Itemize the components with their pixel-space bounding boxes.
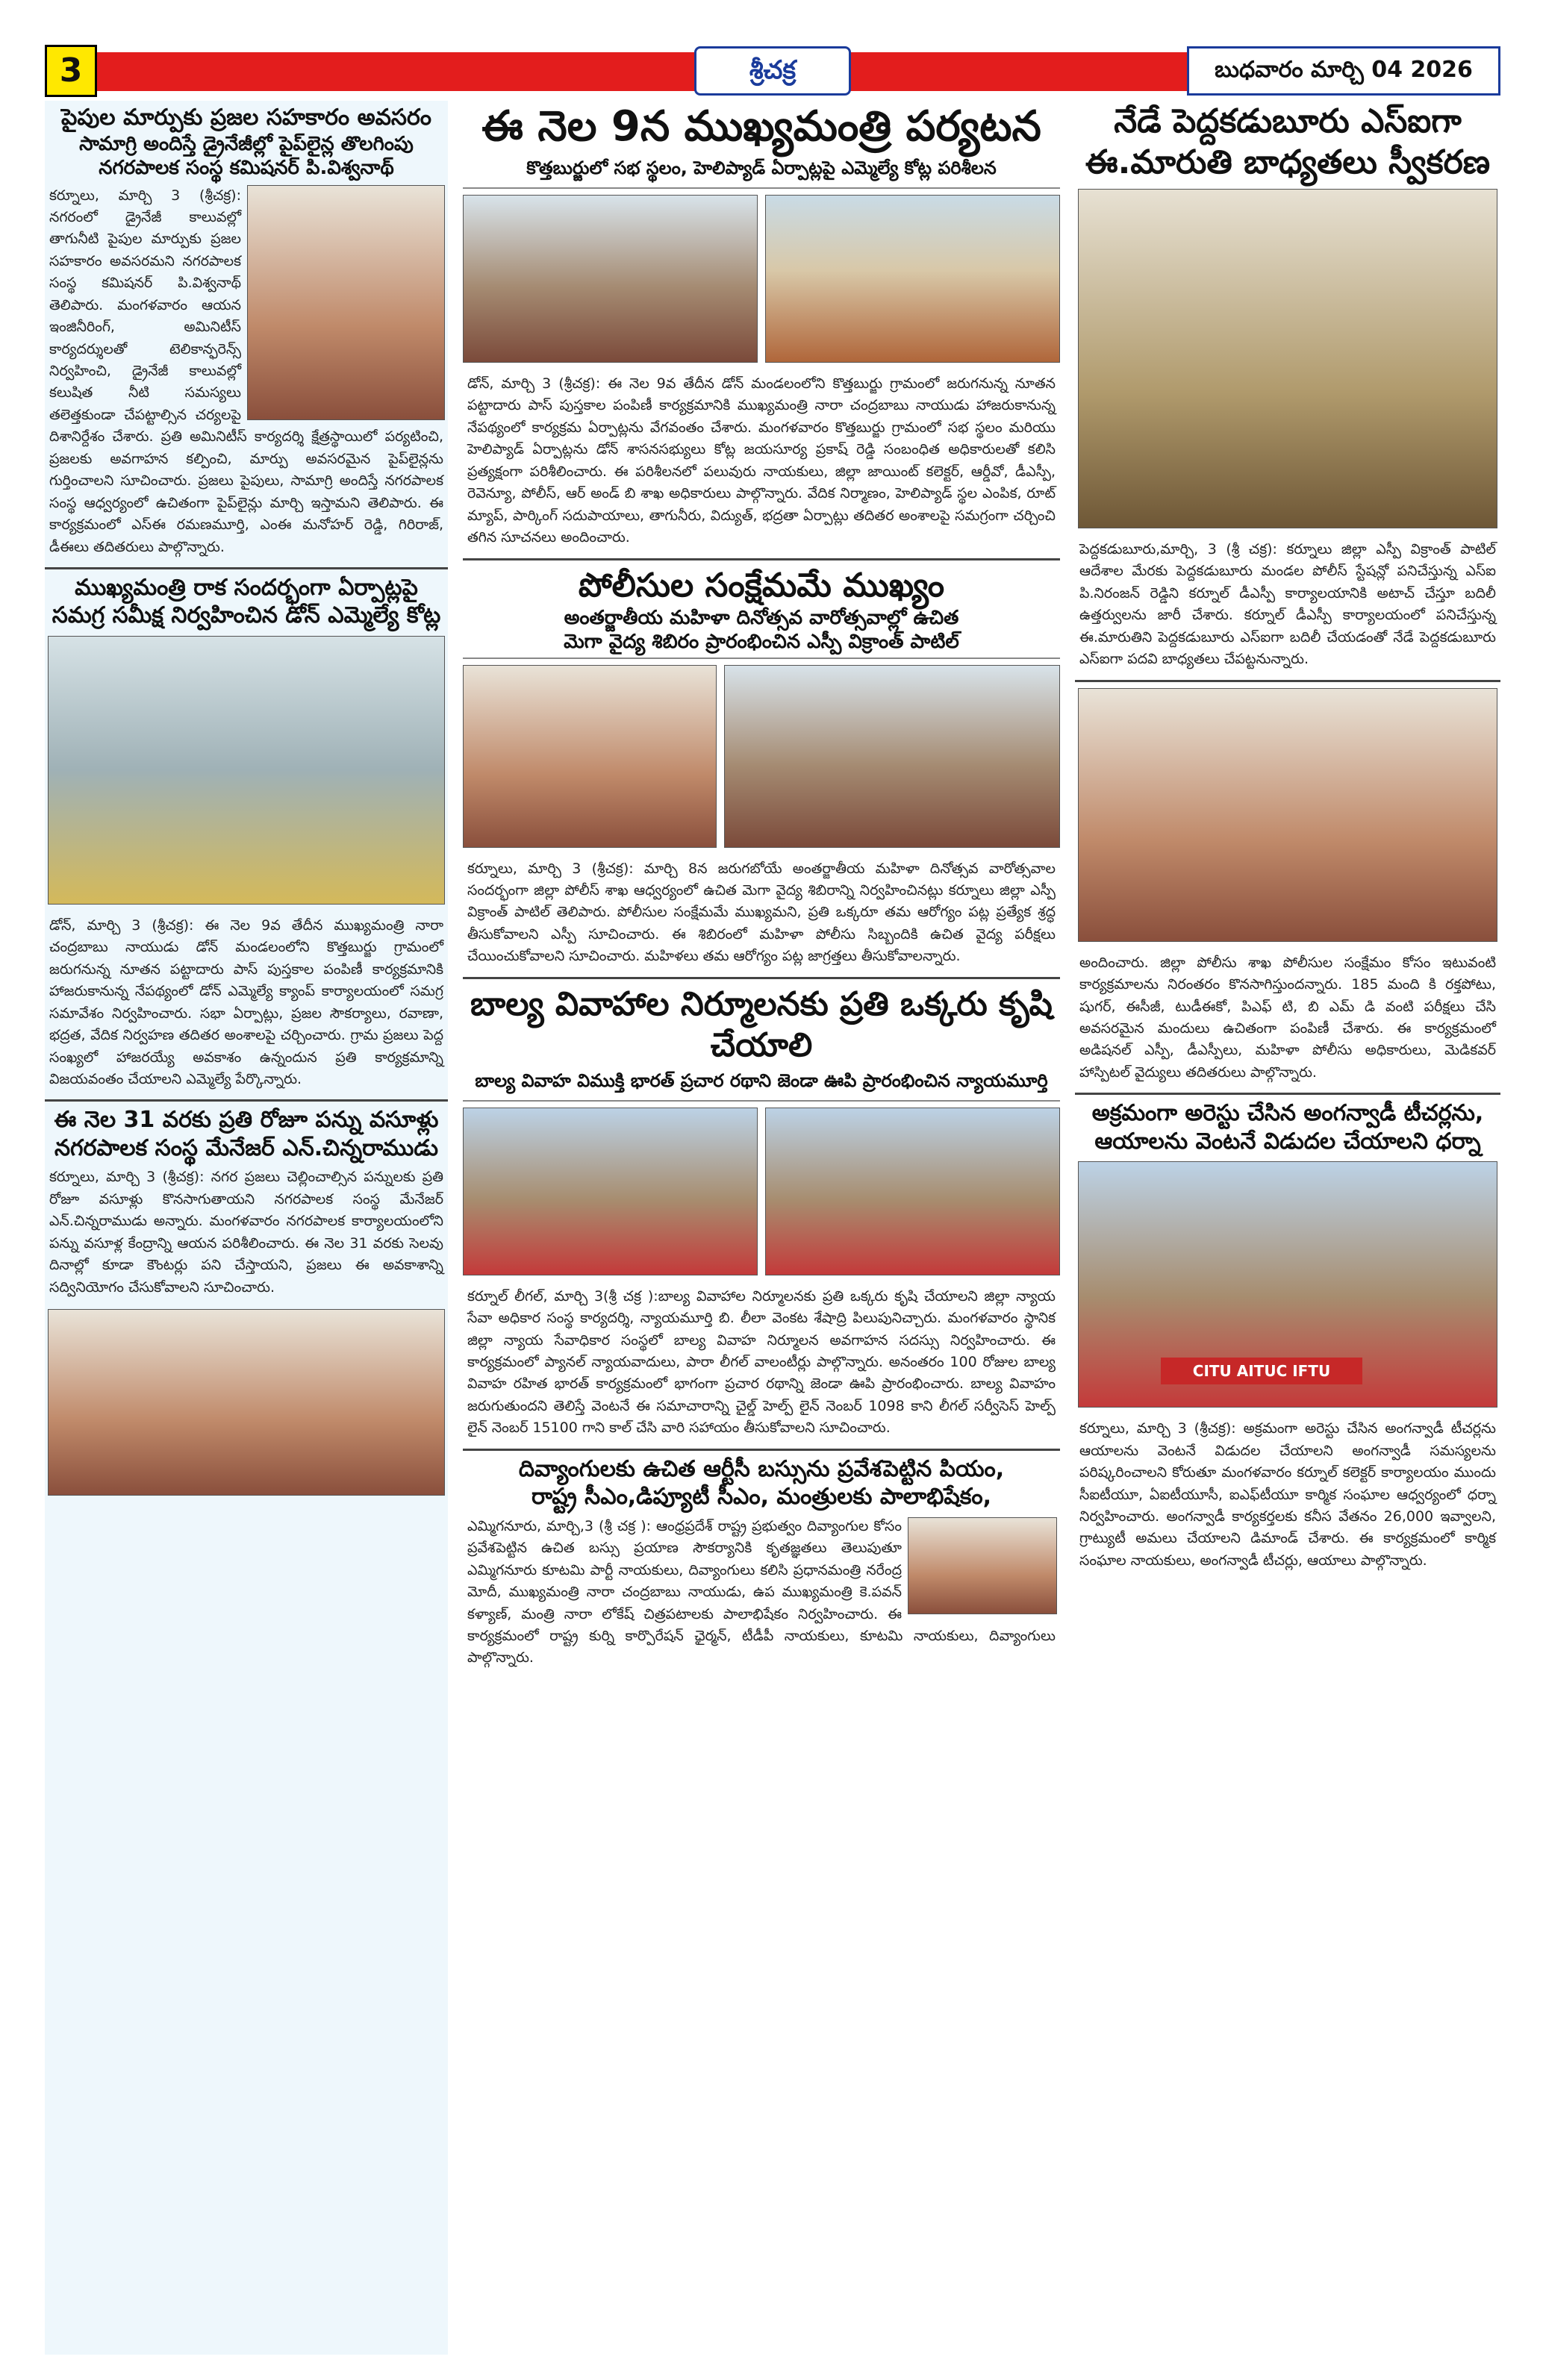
campaign-flagoff-photo: [463, 1108, 758, 1275]
story-anganwadi-protest: [1075, 1099, 1500, 1576]
divider: [45, 1099, 448, 1102]
article-body: కర్నూలు, మార్చి 3 (శ్రీచక్ర): నగరంలో డ్రైనేజీ కాలువల్లో తాగునీటి పైపుల మార్పుకు ప్రజల సహకారం అవసరమని నగరపాలక సంస్థ కమిషనర్ పి.విశ్వనాథ్ తెలిపారు. మంగళవారం ఆయన ఇంజినీరింగ్, అమినిటీస్ కార్యదర్శులతో టెలికాన్ఫరెన్స్ నిర్వహించి, డ్రైనేజీ కాలువల్లో కలుషిత నీటి సమస్యలు తలెత్తకుండా చేపట్టాల్సిన చర్యలపై దిశానిర్దేశం చేశారు. ప్రతి అమినిటీస్ కార్యదర్శి క్షేత్రస్థాయిలో పర్యటించి, ప్రజలకు అవగాహన కల్పించి, మార్పు అవసరమైన పైప్‌లైన్లను గుర్తించాలని సూచించారు. ప్రజలు పైపులు, సామాగ్రి అందిస్తే నగరపాలక సంస్థ ఆధ్వర్యంలో ఉచితంగా పైప్‌లైన్లు మార్చి ఇస్తామని తెలిపారు. ఈ కార్యక్రమంలో ఎస్ఈ రమణమూర్తి, ఎంఈ మనోహర్ రెడ్డి, గిరిరాజ్, డీఈలు తదితరులు పాల్గొన్నారు.: [49, 187, 443, 555]
si-photo: [1078, 189, 1497, 528]
headline: అక్రమంగా అరెస్టు చేసిన అంగన్వాడీ టీచర్లను, ఆయాలను వెంటనే విడుదల చేయాలని ధర్నా: [1091, 1100, 1484, 1155]
tax-counter-photo: [48, 1309, 445, 1496]
article-body: కర్నూలు, మార్చి 3 (శ్రీచక్ర): నగర ప్రజలు చెల్లించాల్సిన పన్నులకు ప్రతి రోజూ వసూళ్లు కొనసాగుతాయని నగరపాలక సంస్థ మేనేజర్ ఎన్.చిన్నరాముడు అన్నారు. మంగళవారం నగరపాలక కార్యాలయంలోని పన్ను వసూళ్ల కేంద్రాన్ని ఆయన పరిశీలించారు. ఈ నెల 31 వరకు సెలవు దినాల్లో కూడా కౌంటర్లు పని చేస్తాయని, ప్రజలు ఈ అవకాశాన్ని సద్వినియోగం చేసుకోవాలని సూచించారు.: [49, 1169, 443, 1296]
award-photo: [463, 665, 717, 848]
article-body: డోన్, మార్చి 3 (శ్రీచక్ర): ఈ నెల 9వ తేదీన డోన్ మండలంలోని కొత్తబుర్జు గ్రామంలో జరుగనున్న నూతన పట్టాదారు పాస్ పుస్తకాల పంపిణీ కార్యక్రమానికి ముఖ్యమంత్రి నారా చంద్రబాబు నాయుడు హాజరుకానున్న నేపథ్యంలో కార్యక్రమ ఏర్పాట్లను వేగవంతం చేశారు. మంగళవారం కొత్తబుర్జు గ్రామంలో సభ స్థలం మరియు హెలిప్యాడ్ ఏర్పాట్లను డోన్ శాసనసభ్యులు కోట్ల జయసూర్య ప్రకాష్ రెడ్డి సంబంధిత అధికారులతో కలిసి ప్రత్యక్షంగా పరిశీలించారు. ఈ పరిశీలనలో పలువురు నాయకులు, జిల్లా జాయింట్ కలెక్టర్, ఆర్డీవో, డీఎస్పీ, రెవెన్యూ, పోలీస్, ఆర్ అండ్ బి శాఖ అధికారులు పాల్గొన్నారు. వేదిక నిర్మాణం, హెలిప్యాడ్ స్థల ఎంపిక, రూట్ మ్యాప్, పార్కింగ్ సదుపాయాలు, తాగునీరు, విద్యుత్, భద్రతా ఏర్పాట్లు తదితర అంశాలపై సమగ్రంగా చర్చించి తగిన సూచనలు అందించారు.: [467, 375, 1056, 546]
meeting-photo: [48, 636, 445, 905]
article-body: కర్నూలు, మార్చి 3 (శ్రీచక్ర): మార్చి 8న జరుగబోయే అంతర్జాతీయ మహిళా దినోత్సవ వారోత్సవాల సందర్భంగా జిల్లా పోలీస్ శాఖ ఆధ్వర్యంలో ఉచిత మెగా వైద్య శిబిరాన్ని నిర్వహించినట్లు కర్నూలు జిల్లా ఎస్పీ విక్రాంత్ పాటిల్ తెలిపారు. పోలీసుల సంక్షేమమే ముఖ్యమని, ప్రతి ఒక్కరూ తమ ఆరోగ్యం పట్ల ప్రత్యేక శ్రద్ధ తీసుకోవాలని ఎస్పీ సూచించారు. ఈ శిబిరంలో మహిళా పోలీసు సిబ్బందికి ఉచిత వైద్య పరీక్షలు చేయించుకోవాలని సూచించారు. మహిళలు తమ ఆరోగ్యం పట్ల జాగ్రత్తలు తీసుకోవాలన్నారు.: [467, 860, 1056, 965]
middle-column: [463, 101, 1060, 2355]
divider: [45, 567, 448, 569]
headline: ముఖ్యమంత్రి రాక సందర్భంగా ఏర్పాట్లపై సమగ్ర సమీక్ష నిర్వహించిన డోన్ ఎమ్మెల్యే కోట్ల: [52, 574, 441, 629]
story-police-welfare: [463, 565, 1060, 972]
campaign-vehicle-photo: [765, 1108, 1060, 1275]
story-medical-camp-continued: [1075, 688, 1500, 1089]
subheadline: మెగా వైద్య శిబిరం ప్రారంభించిన ఎస్పీ విక్రాంత్ పాటిల్: [463, 630, 1060, 659]
headline: పోలీసుల సంక్షేమమే ముఖ్యం: [578, 566, 945, 605]
subheadline: బాల్య వివాహ విముక్తి భారత్ ప్రచార రథాని జెండా ఊపి ప్రారంభించిన న్యాయమూర్తి: [463, 1066, 1060, 1102]
article-body: పెద్దకడుబూరు,మార్చి, 3 (శ్రీ చక్ర): కర్నూలు జిల్లా ఎస్పీ విక్రాంత్ పాటిల్ ఆదేశాల మేరకు పెద్దకడుబూరు మండల పోలీస్ స్టేషన్లో పనిచేస్తున్న ఎస్ఐ పి.నిరంజన్ రెడ్డిని కర్నూల్ డీఎస్పీ కార్యాలయానికి అటాచ్ చేస్తూ బదిలీ ఉత్తర్వులను జారీ చేశారు. కర్నూల్ డీఎస్పీ కార్యాలయంలో పనిచేస్తున్న ఈ.మారుతిని పెద్దకడుబూరు ఎస్ఐగా బదిలీ చేయడంతో నేడే పెద్దకడుబూరు ఎస్ఐగా పదవి బాధ్యతలు చేపట్టనున్నారు.: [1079, 541, 1496, 668]
subheadline: కొత్తబుర్జులో సభ స్థలం, హెలిప్యాడ్ ఏర్పాట్లపై ఎమ్మెల్యే కోట్ల పరిశీలన: [463, 153, 1060, 189]
subheadline: అంతర్జాతీయ మహిళా దినోత్సవ వారోత్సవాల్లో ఉచిత: [564, 606, 959, 629]
headline: ఈ నెల 9న ముఖ్యమంత్రి పర్యటన: [481, 102, 1041, 151]
divider: [463, 977, 1060, 979]
article-body: కర్నూలు, మార్చి 3 (శ్రీచక్ర): అక్రమంగా అరెస్టు చేసిన అంగన్వాడీ టీచర్లను ఆయాలను వెంటనే విడుదల చేయాలని అంగన్వాడీ సమస్యలను పరిష్కరించాలని కోరుతూ మంగళవారం కర్నూల్ కలెక్టర్ కార్యాలయం ముందు సీఐటీయూ, ఏఐటీయూసీ, ఐఎఫ్‌టీయూ కార్మిక సంఘాల ఆధ్వర్యంలో ధర్నా నిర్వహించారు. అంగన్వాడీ కార్యకర్తలకు కనీస వేతనం 26,000 ఇవ్వాలని, గ్రాట్యుటీ అమలు చేయాలని డిమాండ్ చేశారు. ఈ కార్యక్రమంలో కార్మిక సంఘాల నాయకులు, అంగన్వాడీ టీచర్లు, ఆయాలు పాల్గొన్నారు.: [1079, 1420, 1496, 1569]
edition-date: బుధవారం మార్చి 04 2026: [1187, 46, 1500, 96]
story-tax-collection: [45, 1106, 448, 1496]
site-inspection-photo: [463, 195, 758, 363]
headline: దివ్యాంగులకు ఉచిత ఆర్టీసీ బస్సును ప్రవేశపెట్టిన పియం,: [518, 1455, 1005, 1482]
headline: బాల్య వివాహాల నిర్మూలనకు ప్రతి ఒక్కరు కృషి చేయాలి: [470, 984, 1053, 1064]
left-column: [45, 101, 448, 2355]
story-child-marriage: [463, 984, 1060, 1444]
article-body: ఎమ్మిగనూరు, మార్చి,3 (శ్రీ చక్ర ): ఆంధ్రప్రదేశ్ రాష్ట్ర ప్రభుత్వం దివ్యాంగుల కోసం ప్రవేశపెట్టిన ఉచిత బస్సు ప్రయాణ సౌకర్యానికి కృతజ్ఞతలు తెలుపుతూ ఎమ్మిగనూరు కూటమి పార్టీ నాయకులు, దివ్యాంగులు కలిసి ప్రధానమంత్రి నరేంద్ర మోదీ, ముఖ్యమంత్రి నారా చంద్రబాబు నాయుడు, ఉప ముఖ్యమంత్రి కె.పవన్ కళ్యాణ్, మంత్రి నారా లోకేష్ చిత్రపటాలకు పాలాభిషేకం నిర్వహించారు. ఈ కార్యక్రమంలో రాష్ట్ర కుర్ని కార్పొరేషన్ ఛైర్మన్, టీడీపీ నాయకులు, కూటమి నాయకులు, దివ్యాంగులు పాల్గొన్నారు.: [467, 1517, 1056, 1667]
headline: రాష్ట్ర సీఎం,డిప్యూటీ సీఎం, మంత్రులకు పాలాభిషేకం,: [532, 1484, 991, 1511]
page-number: 3: [45, 45, 97, 97]
masthead: [45, 45, 1500, 97]
headline: నేడే పెద్దకడుబూరు ఎస్ఐగా ఈ.మారుతి బాధ్యతలు స్వీకరణ: [1085, 102, 1491, 181]
ribbon-cutting-photo: [1078, 688, 1497, 942]
article-body: కర్నూల్ లీగల్, మార్చి 3(శ్రీ చక్ర ):బాల్య వివాహాల నిర్మూలనకు ప్రతి ఒక్కరు కృషి చేయాలని జిల్లా న్యాయ సేవా అధికార సంస్థ కార్యదర్శి, న్యాయమూర్తి బి. లీలా వెంకట శేషాద్రి పిలుపునిచ్చారు. మంగళవారం స్థానిక జిల్లా న్యాయ సేవాధికార సంస్థలో బాల్య వివాహ నిర్మూలన అవగాహన సదస్సు నిర్వహించారు. ఈ కార్యక్రమంలో ప్యానల్ న్యాయవాదులు, పారా లీగల్ వాలంటీర్లు పాల్గొన్నారు. అనంతరం 100 రోజుల బాల్య వివాహ రహిత భారత్ కార్యక్రమంలో భాగంగా ప్రచార రథాన్ని జెండా ఊపి ప్రారంభించారు. బాల్య వివాహం జరుగుతుందని తెలిస్తే వెంటనే ఈ సమాచారాన్ని చైల్డ్ హెల్ప్ లైన్ నెంబర్ 1098 కాని లీగల్ సర్వీసెస్ హెల్ప్ లైన్ నెంబర్ 15100 గాని కాల్ చేసి వారి సహాయం తీసుకోవాలని సూచించారు.: [467, 1287, 1056, 1437]
protest-banner: CITU AITUC IFTU: [1161, 1358, 1362, 1384]
divider: [1075, 1093, 1500, 1095]
headline: పైపుల మార్పుకు ప్రజల సహకారం అవసరం: [61, 104, 431, 131]
palabhishekam-photo: [908, 1517, 1057, 1614]
medical-camp-photo: [724, 665, 1060, 848]
subheadline: సామాగ్రి అందిస్తే డ్రైనేజీల్లో పైప్‌లైన్ల తొలగింపు: [79, 132, 414, 155]
story-commissioner: [45, 101, 448, 563]
story-mla-review: [45, 574, 448, 1096]
right-column: [1075, 101, 1500, 2355]
story-free-bus: [463, 1455, 1060, 1674]
article-body: అందించారు. జిల్లా పోలీసు శాఖ పోలీసుల సంక్షేమం కోసం ఇటువంటి కార్యక్రమాలను నిరంతరం కొనసాగిస్తుందన్నారు. 185 మంది కి రక్తపోటు, షుగర్, ఈసీజీ, టుడీఈకో, పిఎఫ్ టి, బి ఎమ్ డి వంటి పరీక్షలు చేసి అవసరమైన మందులు ఉచితంగా పంపిణీ చేశారు. ఈ కార్యక్రమంలో అడిషనల్ ఎస్పీ, డీఎస్పీలు, మహిళా పోలీసు అధికారులు, మెడికవర్ హాస్పిటల్ వైద్యులు తదితరులు పాల్గొన్నారు.: [1079, 954, 1496, 1081]
divider: [1075, 680, 1500, 682]
headline: ఈ నెల 31 వరకు ప్రతి రోజూ పన్ను వసూళ్లు నగరపాలక సంస్థ మేనేజర్ ఎన్.చిన్నరాముడు: [54, 1107, 439, 1161]
divider: [463, 558, 1060, 560]
article-body: డోన్, మార్చి 3 (శ్రీచక్ర): ఈ నెల 9వ తేదీన ముఖ్యమంత్రి నారా చంద్రబాబు నాయుడు డోన్ మండలంలోని కొత్తబుర్జు గ్రామంలో జరుగనున్న నూతన పట్టాదారు పాస్ పుస్తకాల పంపిణీ కార్యక్రమానికి హాజరుకానున్న నేపథ్యంలో డోన్ ఎమ్మెల్యే క్యాంప్ కార్యాలయంలో సమగ్ర సమావేశం నిర్వహించారు. సభా ఏర్పాట్లు, ప్రజల సౌకర్యాలు, రవాణా, భద్రత, వేదిక నిర్వహణ తదితర అంశాలపై చర్చించారు. గ్రామ ప్రజలు పెద్ద సంఖ్యలో హాజరయ్యే అవకాశం ఉన్నందున ప్రతి కార్యక్రమాన్ని విజయవంతం చేయాలని ఎమ్మెల్యే పేర్కొన్నారు.: [49, 916, 443, 1087]
commissioner-photo: [247, 185, 445, 420]
protest-photo: [1078, 1161, 1497, 1408]
helipad-field-photo: [765, 195, 1060, 363]
subheadline: నగరపాలక సంస్థ కమిషనర్ పి.విశ్వనాథ్: [99, 157, 394, 179]
story-si-charge: [1075, 101, 1500, 675]
story-cm-visit: [463, 101, 1060, 554]
divider: [463, 1449, 1060, 1451]
newspaper-logo: శ్రీచక్ర: [694, 46, 851, 96]
